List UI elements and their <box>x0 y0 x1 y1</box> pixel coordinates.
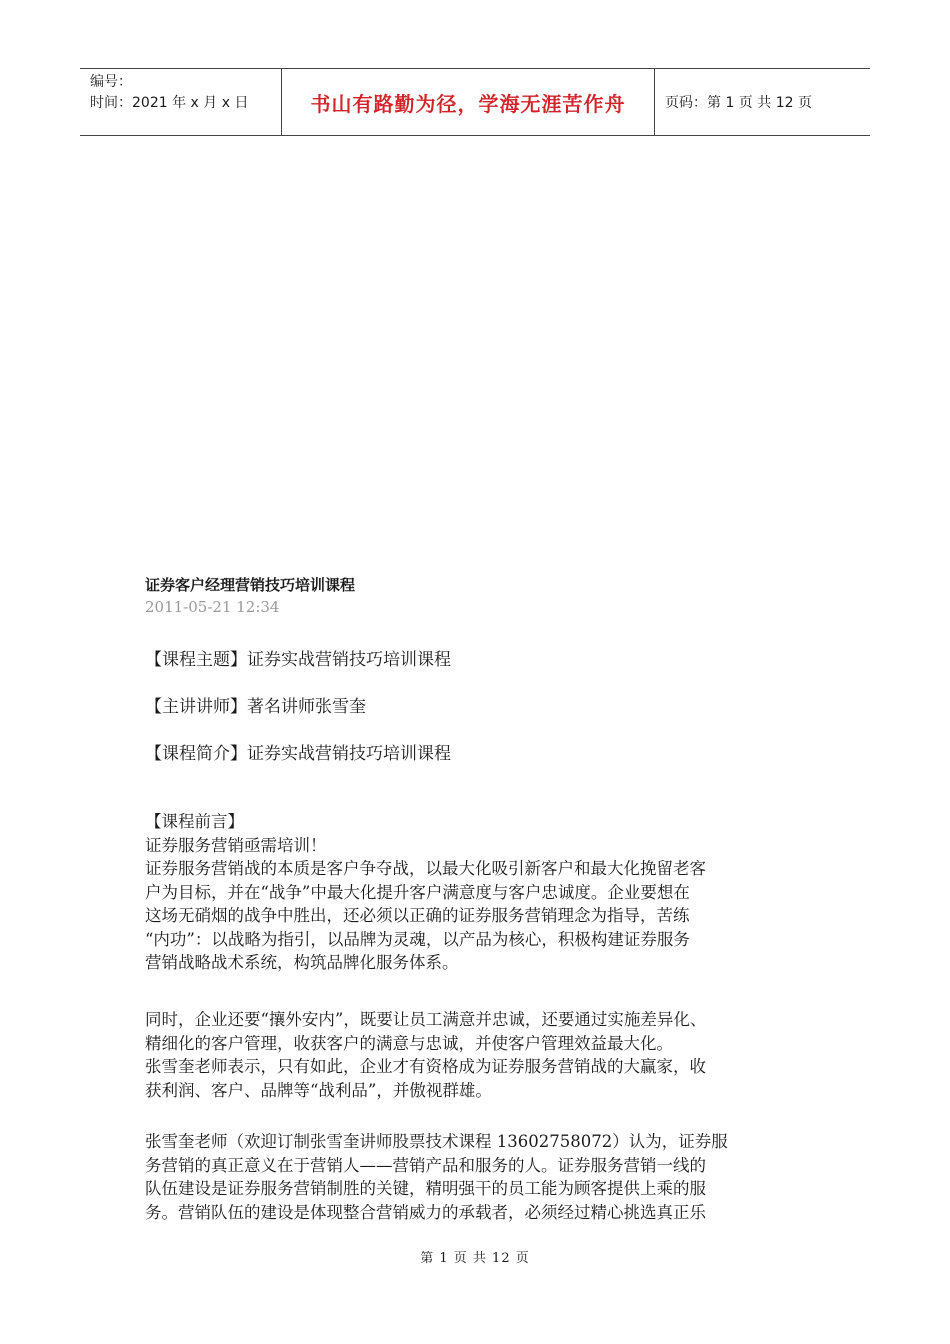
article-date: 2011-05-21 12:34 <box>145 598 280 616</box>
paragraph-line: 同时，企业还要“攘外安内”，既要让员工满意并忠诚，还要通过实施差异化、 <box>145 1010 707 1029</box>
paragraph-line: 营销战略战术系统，构筑品牌化服务体系。 <box>145 953 459 972</box>
paragraph-line: 务营销的真正意义在于营销人——营销产品和服务的人。证券服务营销一线的 <box>145 1155 706 1175</box>
page-footer: 第 1 页 共 12 页 <box>420 1251 530 1266</box>
number-label: 编号： <box>90 74 132 90</box>
time-label: 时间：2021 年 x 月 x 日 <box>90 95 249 111</box>
paragraph-line: 【课程前言】 <box>145 812 244 831</box>
paragraph-line: 获利润、客户、品牌等“战利品”，并傲视群雄。 <box>145 1080 492 1100</box>
article-title: 证券客户经理营销技巧培训课程 <box>145 576 356 594</box>
motto: 书山有路勤为径，学海无涯苦作舟 <box>282 69 655 135</box>
third-paragraph <box>145 1130 815 1224</box>
paragraph-line: 精细化的客户管理，收获客户的满意与忠诚，并使客户管理效益最大化。 <box>145 1033 673 1053</box>
preface-paragraph <box>145 810 815 975</box>
paragraph-line: 队伍建设是证券服务营销制胜的关键，精明强干的员工能为顾客提供上乘的服 <box>145 1179 706 1198</box>
course-intro: 【课程简介】证券实战营销技巧培训课程 <box>145 744 451 764</box>
paragraph-line: 张雪奎老师（欢迎订制张雪奎讲师股票技术课程 13602758072）认为，证券服 <box>145 1132 728 1151</box>
course-topic: 【课程主题】证券实战营销技巧培训课程 <box>145 650 451 670</box>
second-paragraph <box>145 1008 815 1102</box>
paragraph-line: “内功”：以战略为指引，以品牌为灵魂，以产品为核心，积极构建证券服务 <box>145 929 690 949</box>
page-header <box>80 68 870 136</box>
paragraph-line: 证券服务营销亟需培训！ <box>145 835 327 855</box>
paragraph-line: 这场无硝烟的战争中胜出，还必须以正确的证券服务营销理念为指导，苦练 <box>145 906 690 925</box>
paragraph-line: 务。营销队伍的建设是体现整合营销威力的承载者，必须经过精心挑选真正乐 <box>145 1202 706 1222</box>
paragraph-line: 户为目标，并在“战争”中最大化提升客户满意度与客户忠诚度。企业要想在 <box>145 882 690 902</box>
page-code: 页码：第 1 页 共 12 页 <box>665 95 812 111</box>
paragraph-line: 张雪奎老师表示，只有如此，企业才有资格成为证券服务营销战的大赢家，收 <box>145 1057 706 1076</box>
header-info-cell <box>80 69 282 135</box>
course-lecturer: 【主讲讲师】著名讲师张雪奎 <box>145 697 366 717</box>
paragraph-line: 证券服务营销战的本质是客户争夺战，以最大化吸引新客户和最大化挽留老客 <box>145 859 706 878</box>
